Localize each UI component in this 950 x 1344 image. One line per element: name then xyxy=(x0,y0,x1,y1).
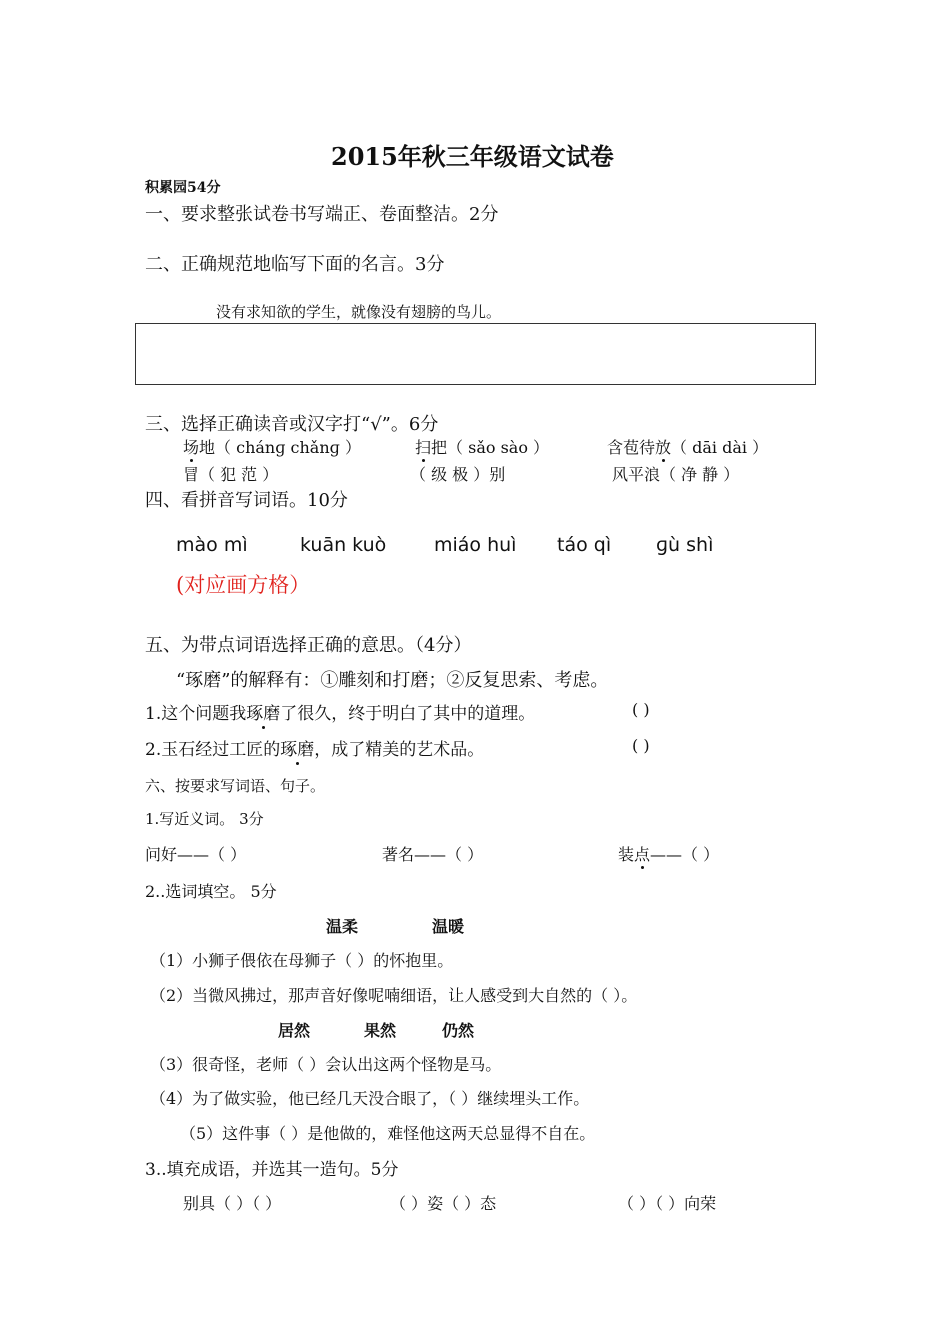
question-4-heading: 四、看拼音写词语。10分 xyxy=(145,490,348,511)
q3-item-4: 冒（ 犯 范 ） xyxy=(183,465,279,484)
fill-sentence-2: （2）当微风拂过，那声音好像呢喃细语，让人感受到大自然的（ ）。 xyxy=(150,986,638,1005)
word-option-3: 居然 xyxy=(278,1021,311,1040)
question-2-heading: 二、正确规范地临写下面的名言。3分 xyxy=(145,254,445,275)
red-note: (对应画方格） xyxy=(176,573,311,597)
fill-sentence-4: （4）为了做实验，他已经几天没合眼了，（ ）继续埋头工作。 xyxy=(150,1089,590,1108)
answer-paren-2[interactable]: ( ) xyxy=(632,736,650,755)
fill-sentence-1: （1）小狮子偎依在母狮子（ ）的怀抱里。 xyxy=(150,951,454,970)
q3-item-5: （ 级 极 ）别 xyxy=(410,465,506,484)
q3-item-6: 风平浪（ 净 静 ） xyxy=(612,465,740,484)
question-3-heading: 三、选择正确读音或汉字打“√”。6分 xyxy=(145,414,439,435)
question-5-heading: 五、为带点词语选择正确的意思。（4分） xyxy=(145,635,472,656)
pinyin-1: mào mì xyxy=(176,534,248,556)
dotted-char: 场 xyxy=(183,438,200,457)
idiom-1[interactable]: 别具（ ）（ ） xyxy=(183,1194,282,1213)
word-option-5: 仍然 xyxy=(442,1021,475,1040)
dotted-char: 扫 xyxy=(415,438,432,457)
copy-writing-box[interactable] xyxy=(135,323,816,385)
word-option-2: 温暖 xyxy=(432,917,465,936)
dotted-word: 琢磨 xyxy=(246,704,281,724)
question-1: 一、要求整张试卷书写端正、卷面整洁。2分 xyxy=(145,204,499,225)
q6-part-2-heading: 2..选词填空。 5分 xyxy=(145,882,277,901)
quote-text: 没有求知欲的学生，就像没有翅膀的鸟儿。 xyxy=(216,303,502,321)
answer-paren-1[interactable]: ( ) xyxy=(632,700,650,719)
question-6-heading: 六、按要求写词语、句子。 xyxy=(145,777,326,795)
dotted-char: 点 xyxy=(634,845,651,864)
meaning-text: “琢磨”的解释有：①雕刻和打磨；②反复思索、考虑。 xyxy=(176,670,609,691)
idiom-3[interactable]: （ ）（ ）向荣 xyxy=(618,1194,717,1213)
pinyin-2: kuān kuò xyxy=(300,534,387,556)
synonym-2[interactable]: 著名——（ ） xyxy=(382,845,484,864)
dotted-word: 琢磨 xyxy=(280,740,315,760)
synonym-1[interactable]: 问好——（ ） xyxy=(145,845,247,864)
q5-sentence-2: 2.玉石经过工匠的琢磨，成了精美的艺术品。 xyxy=(145,740,485,760)
word-option-4: 果然 xyxy=(364,1021,397,1040)
dotted-char: 放 xyxy=(655,438,672,457)
page-title: 2015年秋三年级语文试卷 xyxy=(331,142,614,171)
synonym-3[interactable]: 装点——（ ） xyxy=(618,845,720,864)
q5-sentence-1: 1.这个问题我琢磨了很久，终于明白了其中的道理。 xyxy=(145,704,536,724)
fill-sentence-3: （3）很奇怪，老师（ ）会认出这两个怪物是马。 xyxy=(150,1055,502,1074)
pinyin-3: miáo huì xyxy=(434,534,517,556)
idiom-2[interactable]: （ ）姿（ ）态 xyxy=(390,1194,497,1213)
q3-item-2: 扫把（ sǎo sào ） xyxy=(415,438,550,457)
word-option-1: 温柔 xyxy=(326,917,359,936)
fill-sentence-5: （5）这件事（ ）是他做的，难怪他这两天总显得不自在。 xyxy=(180,1124,596,1143)
pinyin-5: ɡù shì xyxy=(656,534,714,556)
q6-part-1-heading: 1.写近义词。 3分 xyxy=(145,810,264,828)
q3-item-3: 含苞待放（ dāi dài ） xyxy=(607,438,769,457)
section-header: 积累园54分 xyxy=(145,180,221,196)
q3-item-1: 场地（ chánɡ chǎnɡ ） xyxy=(183,438,361,457)
pinyin-4: táo qì xyxy=(557,534,612,556)
q6-part-3-heading: 3..填充成语，并选其一造句。5分 xyxy=(145,1160,399,1180)
